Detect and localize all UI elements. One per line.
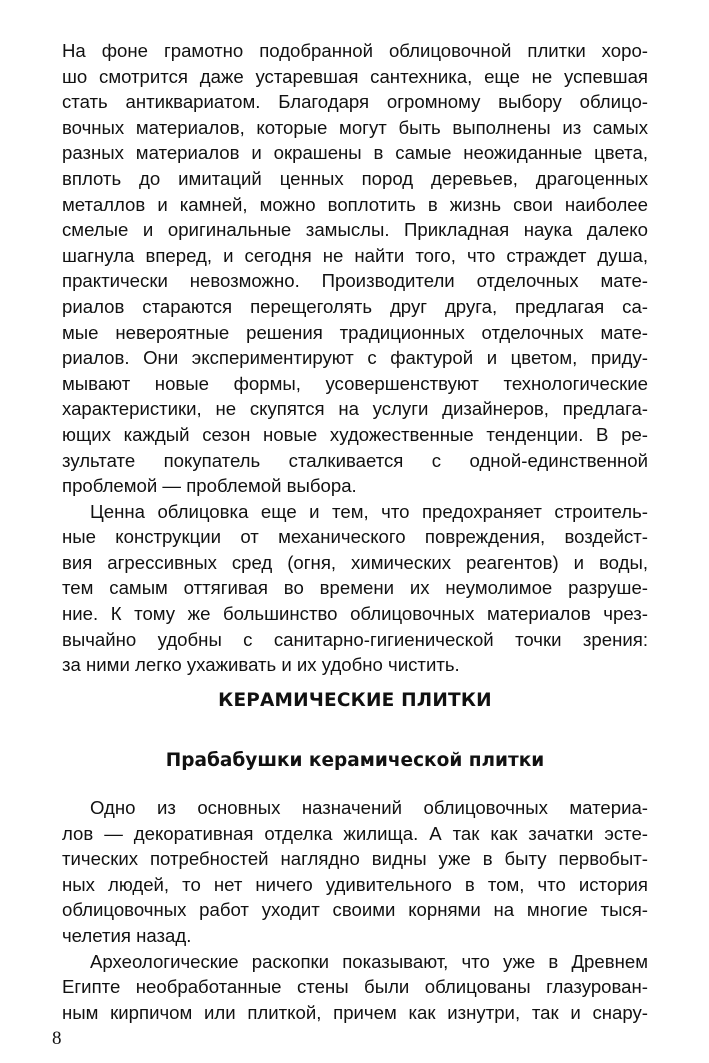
paragraph-line: стать антиквариатом. Благодаря огромному выбору облицо- (62, 91, 648, 113)
section-heading: КЕРАМИЧЕСКИЕ ПЛИТКИ (218, 690, 492, 711)
paragraph-line: тических потребностей наглядно видны уже в быту первобыт- (62, 848, 648, 870)
paragraph-line: практически невозможно. Производители отделочных мате- (62, 270, 648, 292)
paragraph-line: риалов стараются перещеголять друг друга, предлагая са- (62, 295, 648, 317)
page-number: 8 (52, 1028, 62, 1049)
paragraph-line: вочных материалов, которые могут быть выполнены из самых (62, 116, 648, 138)
paragraph-line: металлов и камней, можно воплотить в жизнь свои наиболее (62, 193, 648, 215)
paragraph-line: характеристики, не скупятся на услуги дизайнеров, предлага- (62, 398, 648, 420)
paragraph-line: ные конструкции от механического повреждения, воздейст- (62, 526, 648, 548)
paragraph-4 (62, 949, 648, 1026)
paragraph-line: ние. К тому же большинство облицовочных материалов чрез- (62, 603, 648, 625)
paragraph-line: челетия назад. (62, 924, 192, 946)
paragraph-line: лов — декоративная отделка жилища. А так как зачатки эсте- (62, 822, 648, 844)
paragraph-line: ных людей, то нет ничего удивительного в том, что история (62, 873, 648, 895)
paragraph-line: Одно из основных назначений облицовочных материа- (90, 797, 648, 818)
paragraph-line: Ценна облицовка еще и тем, что предохраняет строитель- (90, 500, 648, 522)
paragraph-line: мые невероятные решения традиционных отделочных мате- (62, 321, 648, 343)
paragraph-line: шагнула вперед, и сегодня не найти того, что страждет душа, (62, 244, 648, 266)
paragraph-line: вплоть до имитаций ценных пород деревьев, драгоценных (62, 167, 648, 189)
paragraph-line: облицовочных работ уходит своими корнями на многие тыся- (62, 899, 648, 921)
subsection-heading: Прабабушки керамической плитки (165, 750, 545, 771)
paragraph-line: разных материалов и окрашены в самые неожиданные цвета, (62, 142, 648, 164)
paragraph-line: проблемой — проблемой выбора. (62, 475, 357, 497)
paragraph-line: На фоне грамотно подобранной облицовочной плитки хоро- (62, 40, 648, 61)
body-text-top (62, 38, 648, 678)
paragraph-2 (62, 499, 648, 678)
paragraph-3 (62, 795, 648, 949)
paragraph-line: Египте необработанные стены были облицованы глазурован- (62, 976, 648, 998)
paragraph-line: вия агрессивных сред (огня, химических реагентов) и воды, (62, 551, 648, 573)
paragraph-line: ным кирпичом или плиткой, причем как изнутри, так и снару- (62, 1001, 648, 1023)
paragraph-line: за ними легко ухаживать и их удобно чистить. (62, 654, 460, 676)
paragraph-1 (62, 38, 648, 499)
paragraph-line: шо смотрится даже устаревшая сантехника, еще не успевшая (62, 65, 648, 87)
paragraph-line: зультате покупатель сталкивается с одной-единственной (62, 449, 648, 471)
paragraph-line: риалов. Они экспериментируют с фактурой и цветом, приду- (62, 347, 648, 369)
paragraph-line: мывают новые формы, усовершенствуют технологические (62, 372, 648, 394)
paragraph-line: тем самым оттягивая во времени их неумолимое разруше- (62, 577, 648, 599)
body-text-bottom (62, 795, 648, 1025)
paragraph-line: вычайно удобны с санитарно-гигиенической точки зрения: (62, 628, 648, 650)
paragraph-line: смелые и оригинальные замыслы. Прикладная наука далеко (62, 219, 648, 241)
paragraph-line: Археологические раскопки показывают, что уже в Древнем (90, 950, 648, 972)
paragraph-line: ющих каждый сезон новые художественные тенденции. В ре- (62, 423, 648, 445)
